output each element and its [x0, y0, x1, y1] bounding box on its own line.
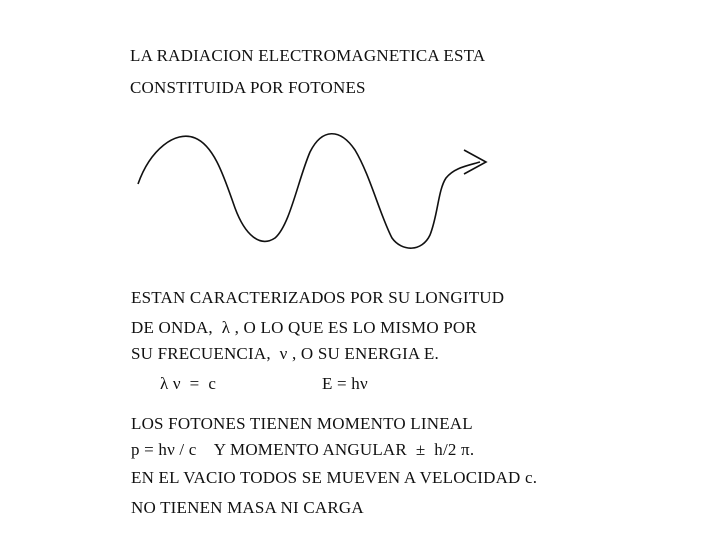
paragraph-line-3: SU FRECUENCIA, ν , O SU ENERGIA E.	[131, 344, 439, 363]
wave-path	[138, 134, 480, 248]
paragraph-line-6: EN EL VACIO TODOS SE MUEVEN A VELOCIDAD c.	[131, 468, 538, 487]
paragraph-line-1: ESTAN CARACTERIZADOS POR SU LONGITUD	[131, 288, 505, 307]
title-line-1: LA RADIACION ELECTROMAGNETICA ESTA	[130, 46, 486, 65]
paragraph-line-4: LOS FOTONES TIENEN MOMENTO LINEAL	[131, 414, 473, 433]
paragraph-line-7: NO TIENEN MASA NI CARGA	[131, 498, 364, 517]
equation-wavelength-frequency: λ ν = c	[160, 374, 217, 393]
wave-arrow-icon	[130, 120, 500, 260]
equation-energy: E = hν	[322, 374, 368, 393]
paragraph-line-2: DE ONDA, λ , O LO QUE ES LO MISMO POR	[131, 318, 477, 337]
title-line-2: CONSTITUIDA POR FOTONES	[130, 78, 366, 97]
paragraph-line-5: p = hν / c Y MOMENTO ANGULAR ± h/2 π.	[131, 440, 475, 459]
arrowhead	[464, 150, 486, 174]
